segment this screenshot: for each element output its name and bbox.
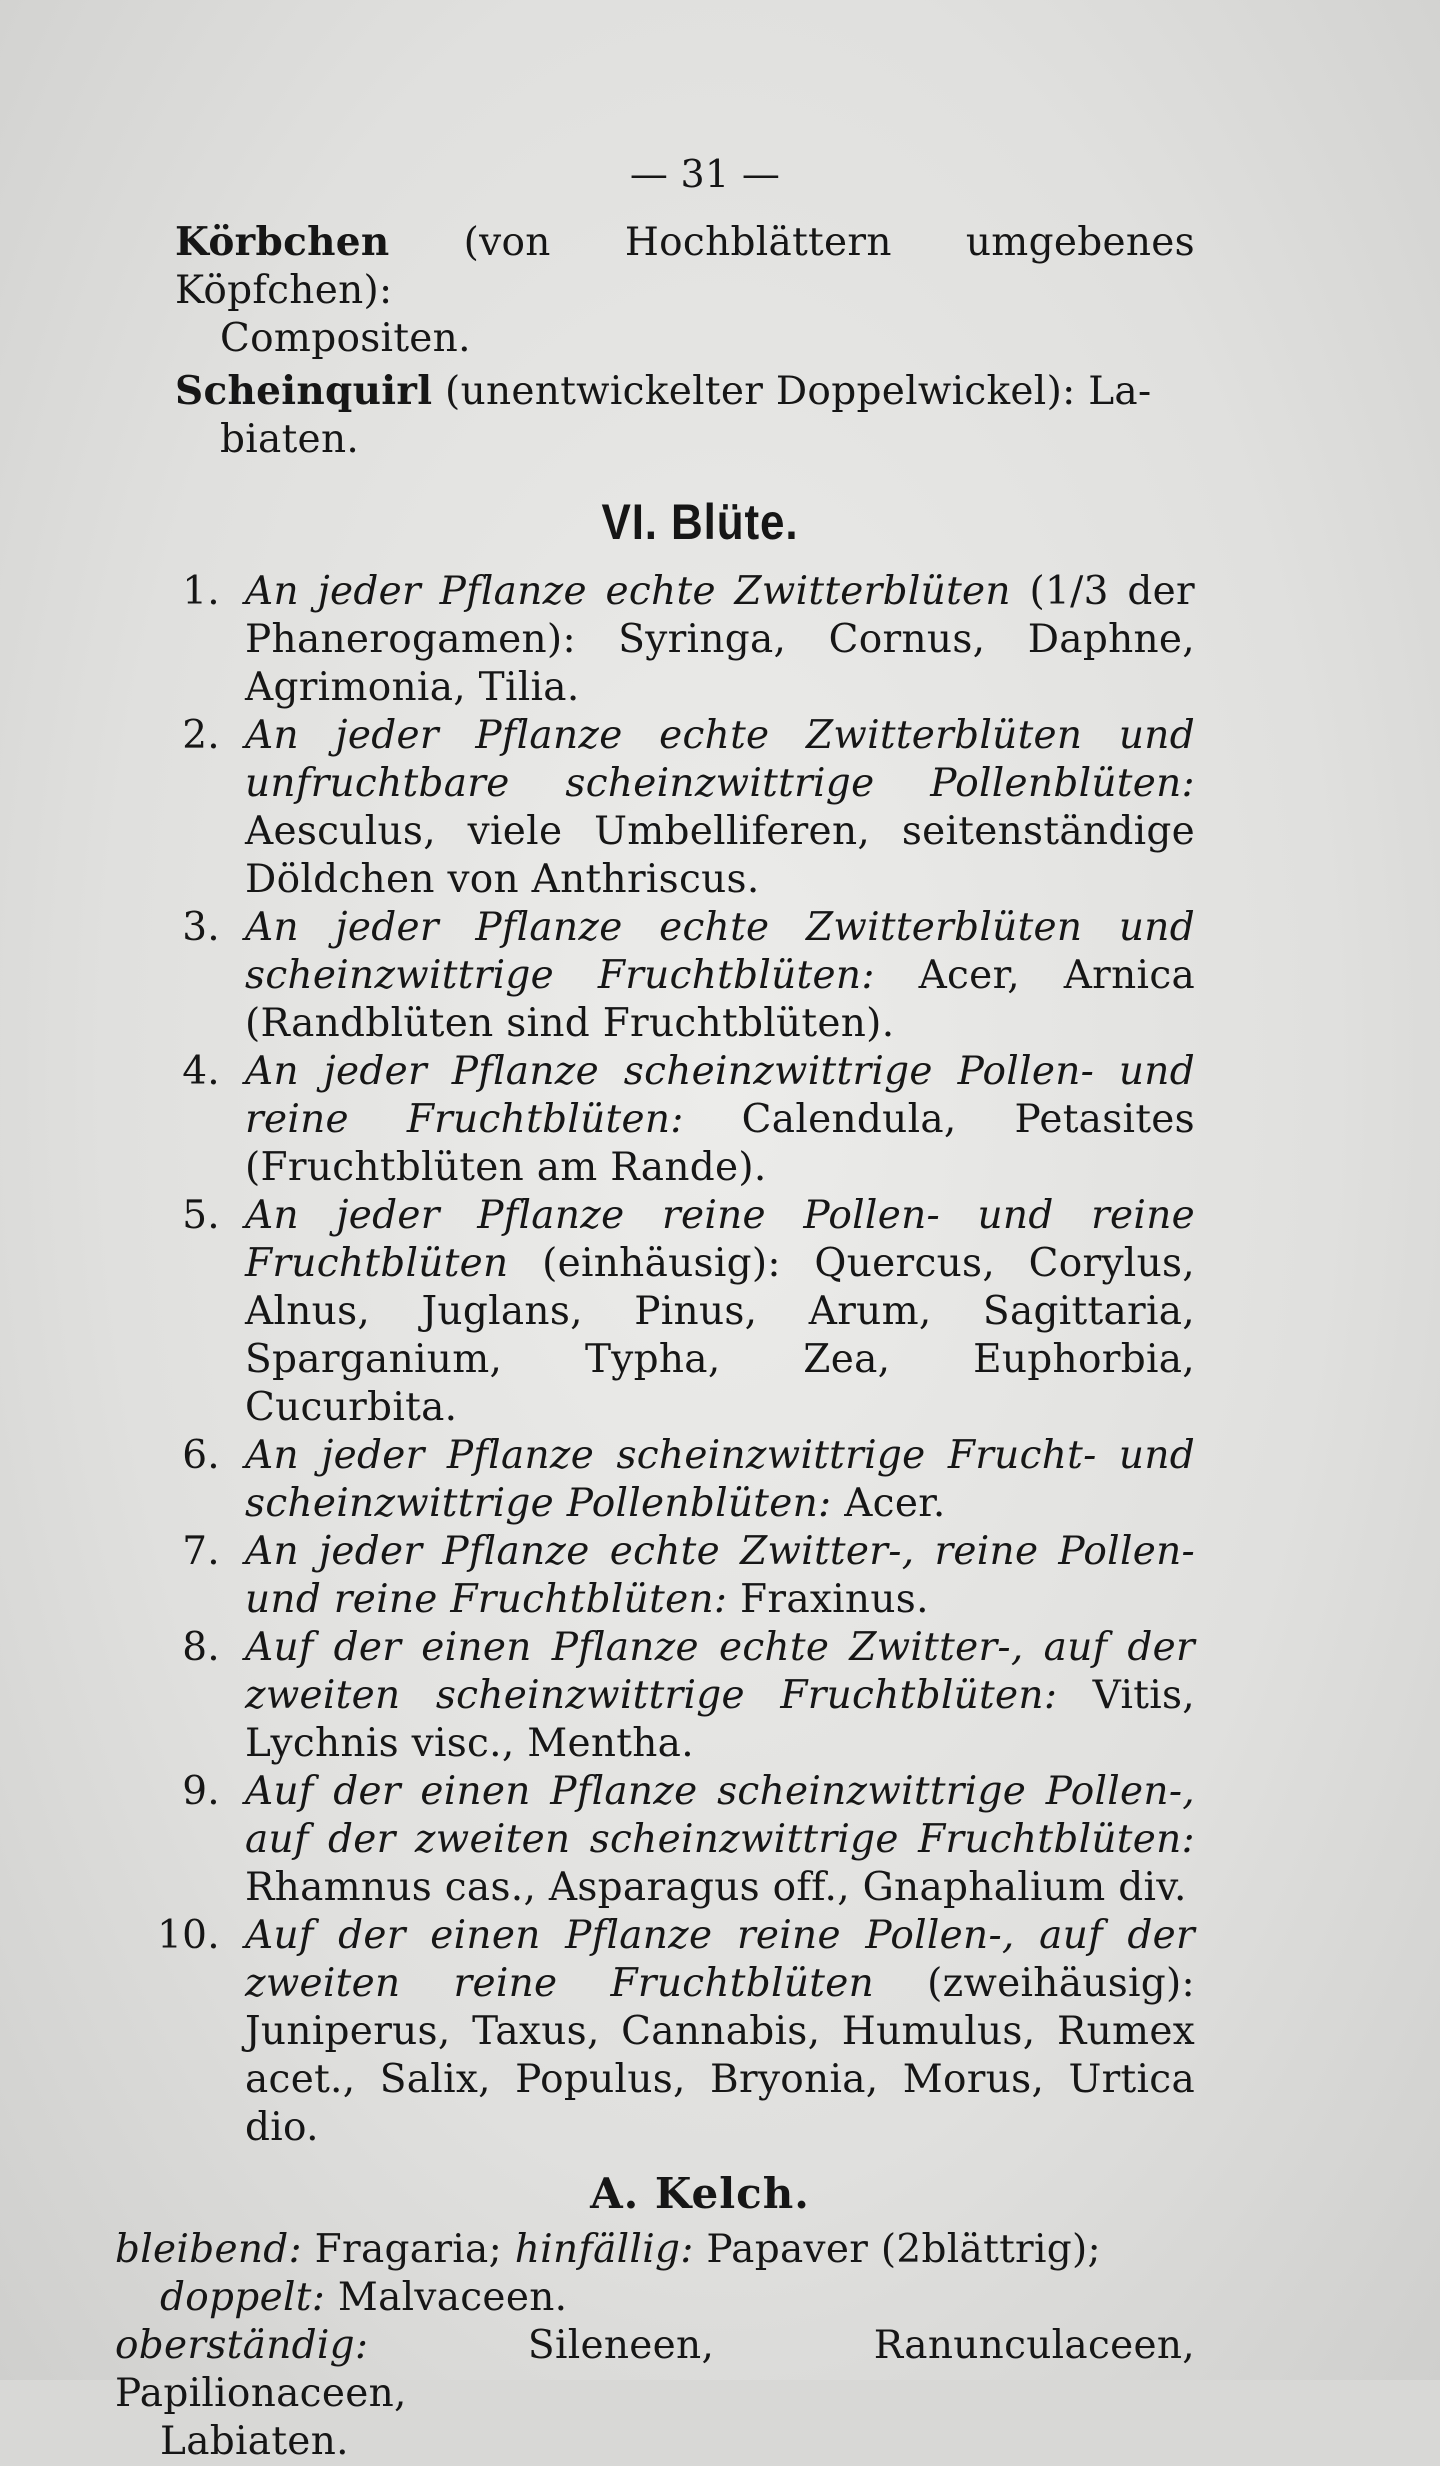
kelch-term: doppelt: — [160, 2275, 326, 2320]
item-text: Aesculus, viele Umbelliferen, seitenständige Döldchen von Anthriscus. — [245, 809, 1195, 902]
list-item — [175, 1624, 1195, 1768]
list-item — [175, 1048, 1195, 1192]
definition-continuation: biaten. — [220, 417, 360, 462]
definition-text: (von Hochblättern umgebenes Köpfchen): — [175, 220, 1195, 313]
item-heading: Auf der einen Pflanze scheinzwittrige Pollen-, auf der zweiten scheinzwittrige Fruchtblüten: — [245, 1769, 1195, 1862]
item-number: 4. — [182, 1049, 220, 1094]
item-heading: An jeder Pflanze scheinzwittrige Frucht- und scheinzwittrige Pollenblüten: — [245, 1433, 1195, 1526]
kelch-row-doppelt — [115, 2274, 1195, 2322]
item-number: 7. — [182, 1529, 220, 1574]
item-text: Acer, Arnica (Randblüten sind Fruchtblüten). — [245, 953, 1196, 1046]
item-heading: Auf der einen Pflanze reine Pollen-, auf der zweiten reine Fruchtblüten — [245, 1913, 1195, 2006]
item-number: 6. — [182, 1433, 220, 1478]
definition-term: Körbchen — [175, 219, 390, 265]
page-number: — 31 — — [629, 152, 781, 196]
item-heading: An jeder Pflanze echte Zwitterblüten und unfruchtbare scheinzwittrige Pollenblüten: — [245, 713, 1195, 806]
item-heading: An jeder Pflanze scheinzwittrige Pollen- und reine Fruchtblüten: — [245, 1049, 1195, 1142]
item-number: 1. — [182, 569, 220, 614]
item-number: 9. — [182, 1769, 220, 1814]
subsection-title: A. Kelch. — [590, 2169, 810, 2218]
list-item — [175, 568, 1195, 712]
item-text: (zweihäusig): Juniperus, Taxus, Cannabis, Humulus, Rumex acet., Salix, Populus, Bryonia, Morus, Urtica dio. — [245, 1961, 1195, 2150]
list-item — [175, 712, 1195, 904]
item-number: 2. — [182, 713, 220, 758]
definition-term: Scheinquirl — [175, 368, 433, 414]
kelch-text: Sileneen, Ranunculaceen, Papilionaceen, — [115, 2323, 1195, 2416]
list-item — [175, 1192, 1195, 1432]
kelch-entries — [115, 2226, 1195, 2466]
item-number: 3. — [182, 905, 220, 950]
item-text: Vitis, Lychnis visc., Mentha. — [245, 1673, 1195, 1766]
item-number: 10. — [157, 1913, 220, 1958]
item-text: (1/3 der Phanerogamen): Syringa, Cornus, Daphne, Agrimonia, Tilia. — [245, 569, 1195, 710]
definition-scheinquirl — [175, 367, 1195, 464]
item-text: Calendula, Petasites (Fruchtblüten am Rande). — [245, 1097, 1195, 1190]
page-text — [115, 150, 1196, 2466]
item-text: Rhamnus cas., Asparagus off., Gnaphalium div. — [245, 1865, 1187, 1910]
definition-continuation: Compositen. — [220, 316, 471, 361]
kelch-text: Papaver (2blättrig); — [693, 2227, 1101, 2272]
kelch-term: hinfällig: — [514, 2227, 694, 2272]
kelch-row-oberstaendig — [115, 2322, 1195, 2418]
kelch-text: Fragaria; — [301, 2227, 515, 2272]
kelch-term: bleibend: — [115, 2227, 302, 2272]
list-item — [175, 1528, 1195, 1624]
item-heading: An jeder Pflanze echte Zwitterblüten und scheinzwittrige Fruchtblüten: — [245, 905, 1195, 998]
item-heading: An jeder Pflanze reine Pollen- und reine Fruchtblüten — [245, 1193, 1195, 1286]
section-title: VI. Blüte. — [601, 494, 799, 550]
kelch-term: oberständig: — [115, 2323, 369, 2368]
item-heading: An jeder Pflanze echte Zwitter-, reine Pollen- und reine Fruchtblüten: — [245, 1529, 1195, 1622]
item-heading: Auf der einen Pflanze echte Zwitter-, auf der zweiten scheinzwittrige Fruchtblüten: — [245, 1625, 1195, 1718]
kelch-row-bleibend — [115, 2226, 1195, 2274]
kelch-text: Malvaceen. — [325, 2275, 568, 2320]
list-item — [175, 1432, 1195, 1528]
kelch-continuation: Labiaten. — [160, 2419, 349, 2464]
item-heading: An jeder Pflanze echte Zwitterblüten — [245, 569, 1011, 614]
item-text: Acer. — [831, 1481, 946, 1526]
list-item — [157, 1912, 1195, 2152]
list-item — [175, 1768, 1195, 1912]
item-number: 5. — [182, 1193, 220, 1238]
list-item — [175, 904, 1195, 1048]
item-number: 8. — [182, 1625, 220, 1670]
item-text: Fraxinus. — [727, 1577, 929, 1622]
definition-koerbchen — [175, 218, 1195, 363]
definition-text: (unentwickelter Doppelwickel): La- — [432, 369, 1152, 414]
item-text: (einhäusig): Quercus, Corylus, Alnus, Juglans, Pinus, Arum, Sagittaria, Sparganium, Typha, Zea, Euphorbia, Cucurbita. — [245, 1241, 1195, 1430]
